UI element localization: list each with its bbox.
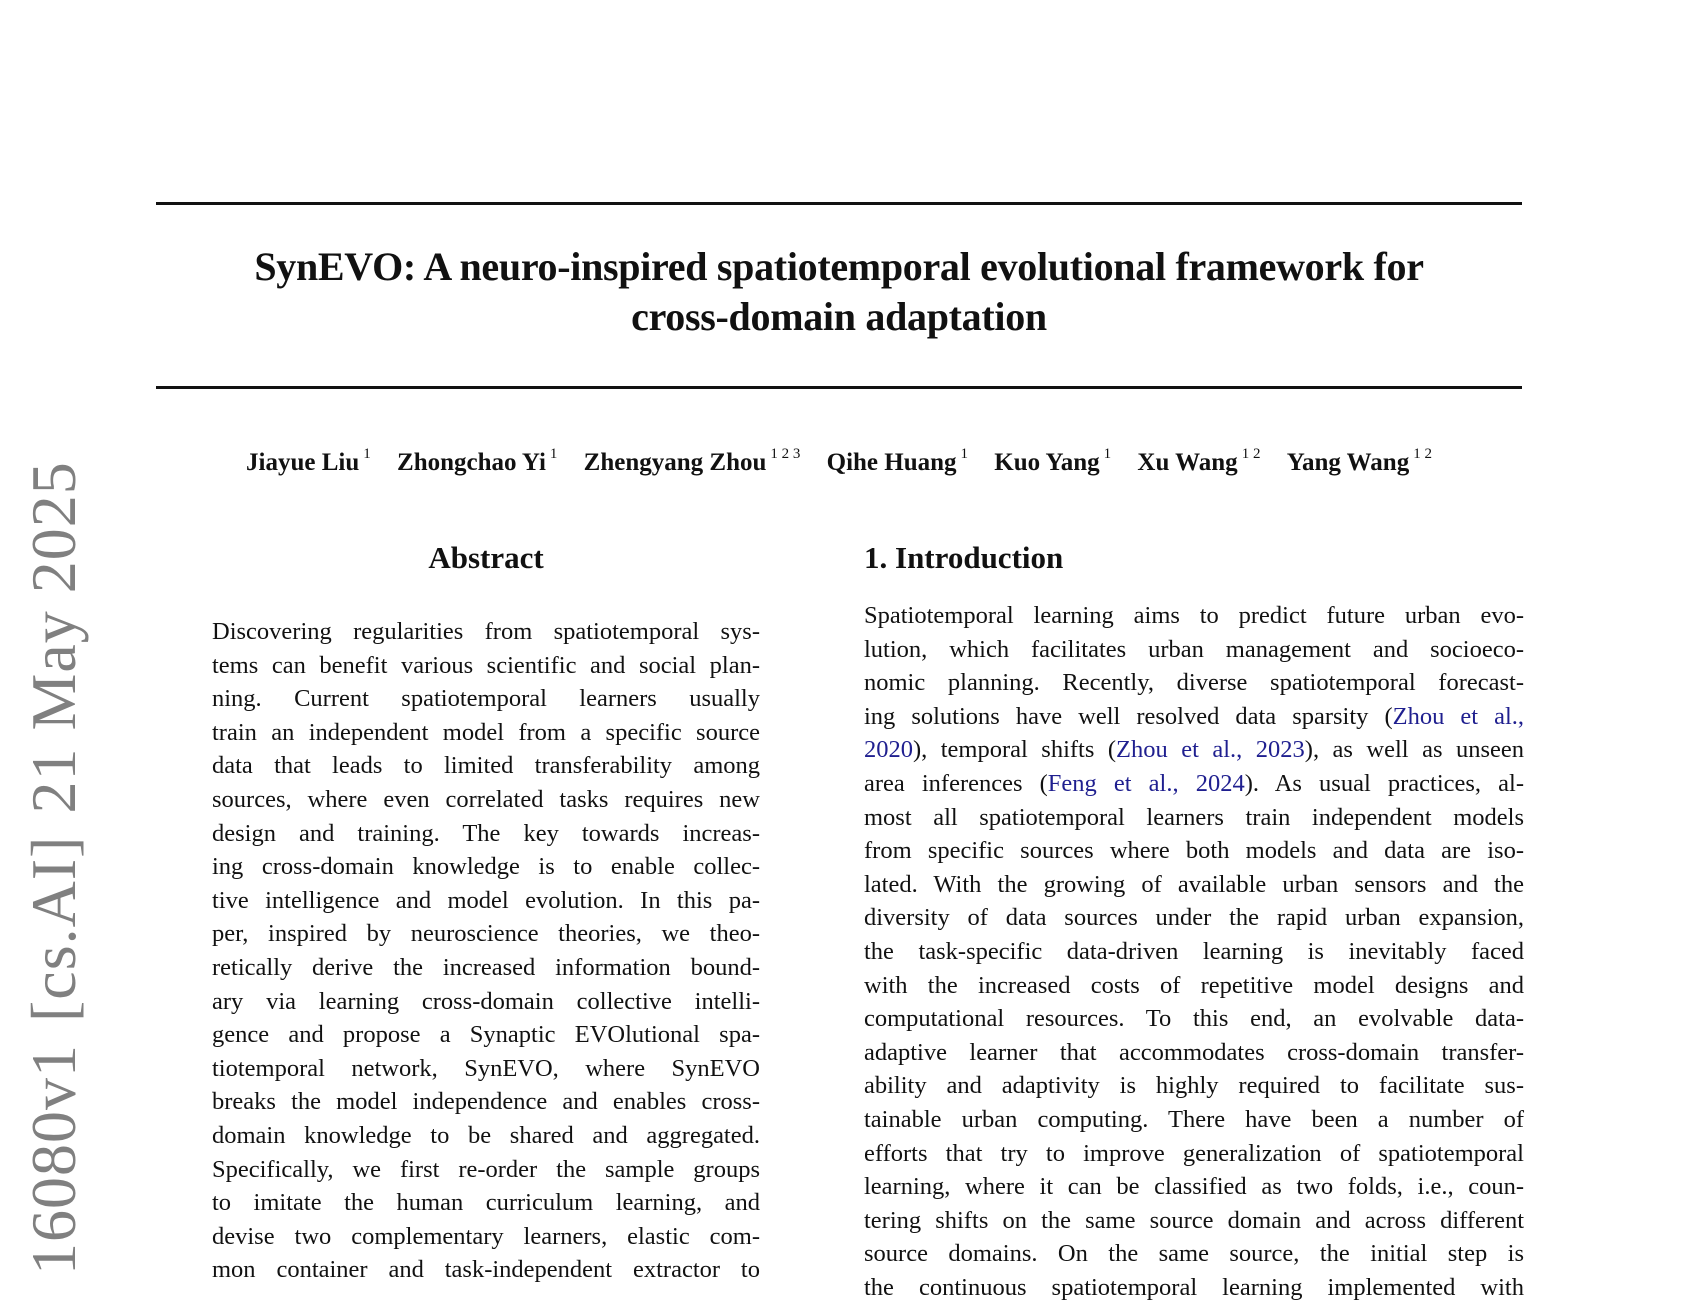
introduction-section [864, 536, 1524, 1304]
title-line-2: cross-domain adaptation [631, 294, 1047, 339]
author-name: Yang Wang [1286, 449, 1410, 476]
introduction-heading: 1. Introduction [864, 540, 1064, 575]
citation-feng-2024[interactable]: Feng et al., 2024 [1047, 769, 1245, 797]
author-affiliation: 1 [549, 445, 558, 462]
intro-line: ability and adaptivity is highly required to facilitate sus- [864, 1072, 1524, 1100]
arxiv-date: 21 May 2025 [18, 461, 89, 814]
abstract-line: Specifically, we first re-order the sample groups [212, 1155, 760, 1183]
abstract-line: devise two complementary learners, elastic com- [212, 1222, 760, 1250]
author [1137, 445, 1261, 476]
abstract-section [212, 536, 760, 1287]
abstract-line: retically derive the increased information bound- [212, 953, 760, 981]
intro-line: the continuous spatiotemporal learning implemented with [864, 1273, 1524, 1301]
intro-text: ), temporal shifts ( [913, 736, 1117, 764]
intro-line: from specific sources where both models and data are iso- [864, 837, 1524, 865]
paper-title [156, 242, 1522, 342]
abstract-line: data that leads to limited transferability among [212, 752, 760, 780]
author-name: Zhongchao Yi [397, 449, 546, 476]
title-line-1: SynEVO: A neuro-inspired spatiotemporal evolutional framework for [254, 244, 1424, 289]
intro-text: ), as well as unseen [1304, 736, 1524, 764]
abstract-line: per, inspired by neuroscience theories, we theo- [212, 920, 760, 948]
intro-text: ). As usual practices, al- [1244, 769, 1524, 797]
intro-line: nomic planning. Recently, diverse spatiotemporal forecast- [864, 669, 1524, 697]
citation-zhou-2020[interactable]: Zhou et al., [1392, 702, 1525, 730]
intro-line: tainable urban computing. There have been a number of [864, 1105, 1524, 1133]
introduction-body [864, 599, 1524, 1304]
author [397, 445, 558, 476]
intro-line: lated. With the growing of available urban sensors and the [864, 870, 1524, 898]
intro-line: the task-specific data-driven learning is inevitably faced [864, 937, 1524, 965]
arxiv-category: [cs.AI] [18, 835, 89, 1022]
author-name: Qihe Huang [826, 449, 957, 476]
citation-zhou-2023[interactable]: Zhou et al., 2023 [1116, 736, 1305, 764]
abstract-body [212, 615, 760, 1287]
intro-line [864, 767, 1524, 801]
abstract-line: breaks the model independence and enables cross- [212, 1088, 760, 1116]
intro-text: ing solutions have well resolved data sparsity ( [864, 702, 1393, 730]
abstract-line: domain knowledge to be shared and aggregated. [212, 1121, 760, 1149]
arxiv-sidebar-stamp [14, 439, 94, 1275]
author-affiliation: 1 2 [1413, 445, 1432, 462]
abstract-line: ary via learning cross-domain collective intelli- [212, 987, 760, 1015]
title-top-rule [156, 202, 1522, 205]
abstract-line: sources, where even correlated tasks requires new [212, 785, 760, 813]
author-affiliation: 1 [960, 445, 969, 462]
author-name: Jiayue Liu [246, 449, 360, 476]
author-name: Xu Wang [1137, 449, 1238, 476]
intro-line: source domains. On the same source, the initial step is [864, 1240, 1524, 1268]
intro-line: most all spatiotemporal learners train independent models [864, 803, 1524, 831]
author-affiliation: 1 [363, 445, 371, 462]
intro-line [864, 700, 1524, 734]
author-affiliation: 1 2 [1241, 445, 1261, 462]
intro-line: computational resources. To this end, an evolvable data- [864, 1005, 1524, 1033]
abstract-line: ing cross-domain knowledge is to enable collec- [212, 853, 760, 881]
abstract-line: mon container and task-independent extractor to [212, 1256, 760, 1284]
author [994, 445, 1112, 476]
author [826, 445, 969, 476]
abstract-line: Discovering regularities from spatiotemporal sys- [212, 618, 760, 645]
author [246, 445, 371, 476]
intro-line [864, 733, 1524, 767]
abstract-line: tiotemporal network, SynEVO, where SynEVO [212, 1054, 760, 1082]
author-name: Kuo Yang [994, 449, 1100, 476]
intro-line: with the increased costs of repetitive model designs and [864, 971, 1524, 999]
abstract-line: tive intelligence and model evolution. In this pa- [212, 886, 760, 914]
intro-line: lution, which facilitates urban management and socioeco- [864, 635, 1524, 663]
author-name: Zhengyang Zhou [583, 449, 767, 476]
abstract-line: to imitate the human curriculum learning, and [212, 1189, 760, 1217]
intro-line: diversity of data sources under the rapid urban expansion, [864, 904, 1524, 932]
author [583, 445, 801, 476]
author-list [156, 446, 1522, 480]
title-bottom-rule [156, 386, 1522, 389]
author [1286, 445, 1432, 476]
intro-text: area inferences ( [864, 769, 1048, 797]
author-affiliation: 1 2 3 [770, 445, 801, 462]
abstract-line: ning. Current spatiotemporal learners usually [212, 685, 760, 713]
abstract-line: gence and propose a Synaptic EVOlutional spa- [212, 1021, 760, 1049]
intro-line: tering shifts on the same source domain and across different [864, 1206, 1524, 1234]
author-affiliation: 1 [1103, 445, 1112, 462]
abstract-heading: Abstract [428, 540, 544, 575]
intro-line: learning, where it can be classified as two folds, i.e., coun- [864, 1173, 1524, 1201]
citation-zhou-2020-year[interactable]: 2020 [864, 736, 913, 764]
arxiv-id: 16080v1 [18, 1044, 89, 1275]
abstract-line: tems can benefit various scientific and social plan- [212, 651, 760, 679]
abstract-line: design and training. The key towards increas- [212, 819, 760, 847]
abstract-line: train an independent model from a specific source [212, 718, 760, 746]
intro-line: efforts that try to improve generalization of spatiotemporal [864, 1139, 1524, 1167]
intro-line: adaptive learner that accommodates cross-domain transfer- [864, 1038, 1524, 1066]
intro-line: Spatiotemporal learning aims to predict future urban evo- [864, 602, 1524, 629]
